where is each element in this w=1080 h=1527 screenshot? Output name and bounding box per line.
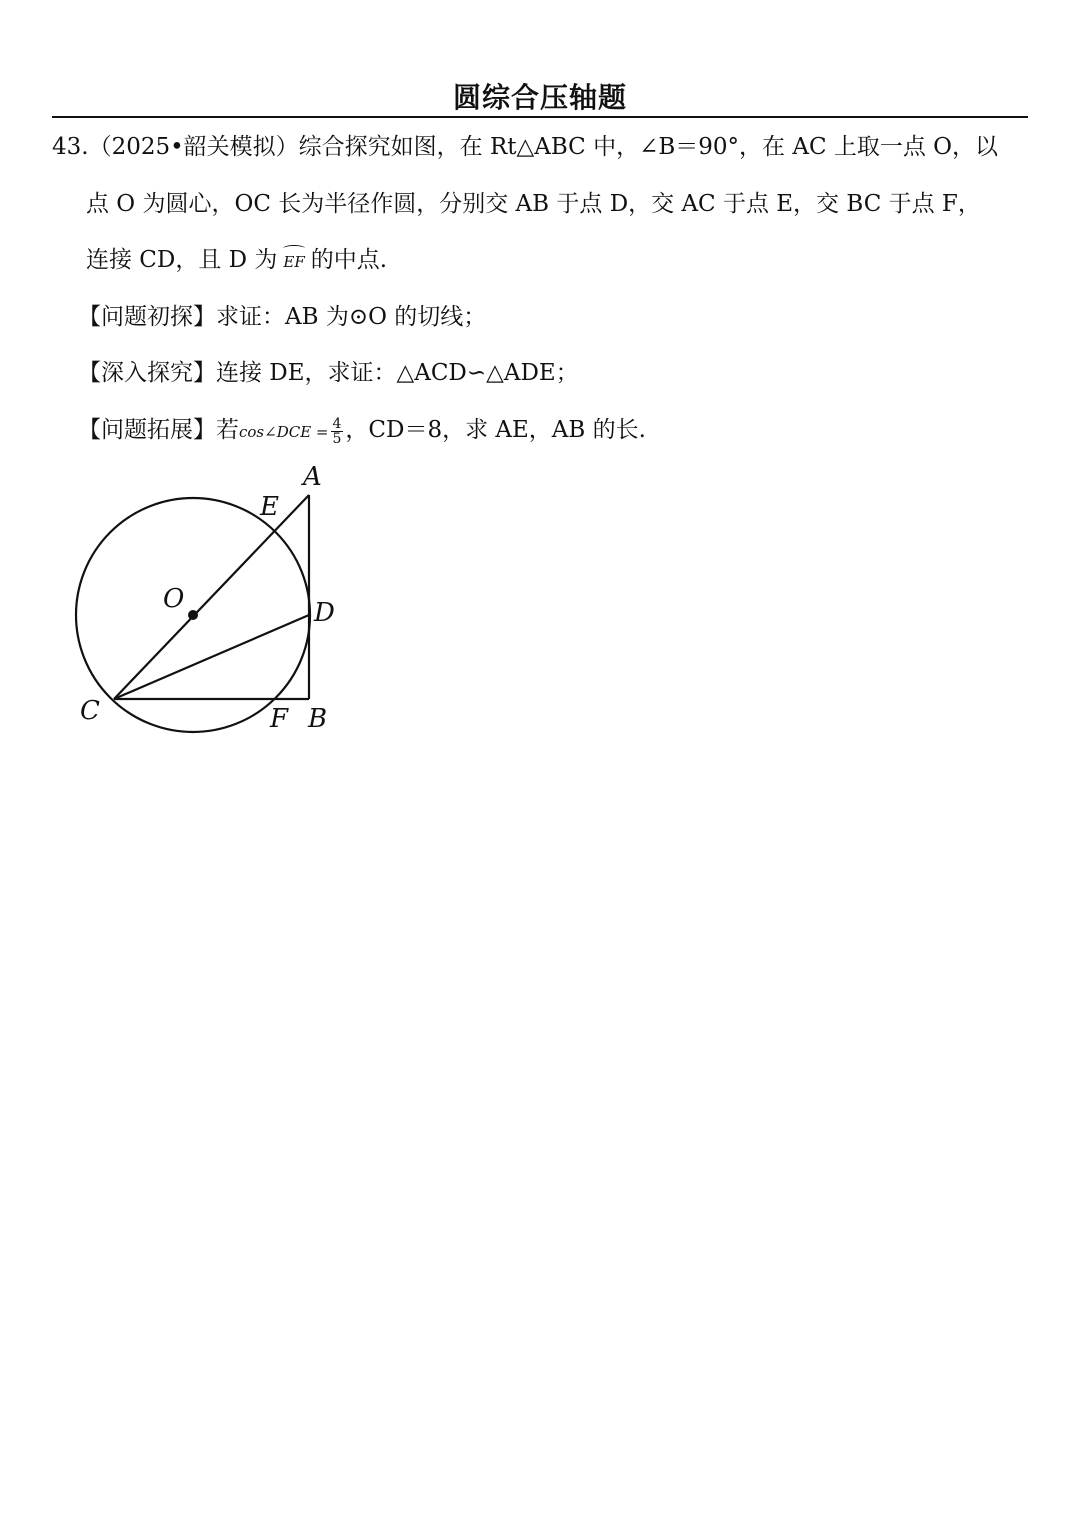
problem-statement-line-2: 点 O 为圆心，OC 长为半径作圆，分别交 AB 于点 D，交 AC 于点 E，交 BC 于点 F， <box>86 191 981 217</box>
label-a: A <box>303 462 322 492</box>
cos-expression: cos∠DCE = <box>239 423 329 441</box>
question-part-2: 【深入探究】连接 DE，求证：△ACD∽△ADE； <box>78 360 579 386</box>
question-part-1: 【问题初探】求证：AB 为⊙O 的切线； <box>78 304 487 330</box>
title-divider <box>52 116 1028 118</box>
segment-ca <box>114 495 309 699</box>
fraction-four-fifths <box>331 417 344 446</box>
line3-suffix: 的中点. <box>310 247 388 273</box>
part3-prefix: 【问题拓展】若 <box>78 417 239 443</box>
label-o: O <box>163 584 185 614</box>
problem-statement-line-1: 43.（2025•韶关模拟）综合探究如图，在 Rt△ABC 中，∠B＝90°，在 AC 上取一点 O，以 <box>52 134 999 160</box>
question-part-3 <box>78 415 646 447</box>
fraction-numerator: 4 <box>332 415 342 432</box>
center-point-o <box>188 610 198 620</box>
problem-statement-line-3 <box>86 245 387 277</box>
arc-ef-label: EF <box>283 247 304 277</box>
page-title: 圆综合压轴题 <box>452 81 627 114</box>
part3-suffix: ，CD＝8，求 AE，AB 的长. <box>345 417 646 443</box>
label-c: C <box>80 696 100 726</box>
label-d: D <box>314 598 335 628</box>
label-b: B <box>308 704 328 734</box>
geometry-diagram <box>60 455 380 745</box>
line3-prefix: 连接 CD，且 D 为 <box>86 247 278 273</box>
fraction-denominator: 5 <box>332 430 342 447</box>
label-f: F <box>270 704 289 734</box>
geometry-figure <box>60 455 380 745</box>
label-e: E <box>260 492 279 522</box>
segment-cd <box>114 615 309 699</box>
